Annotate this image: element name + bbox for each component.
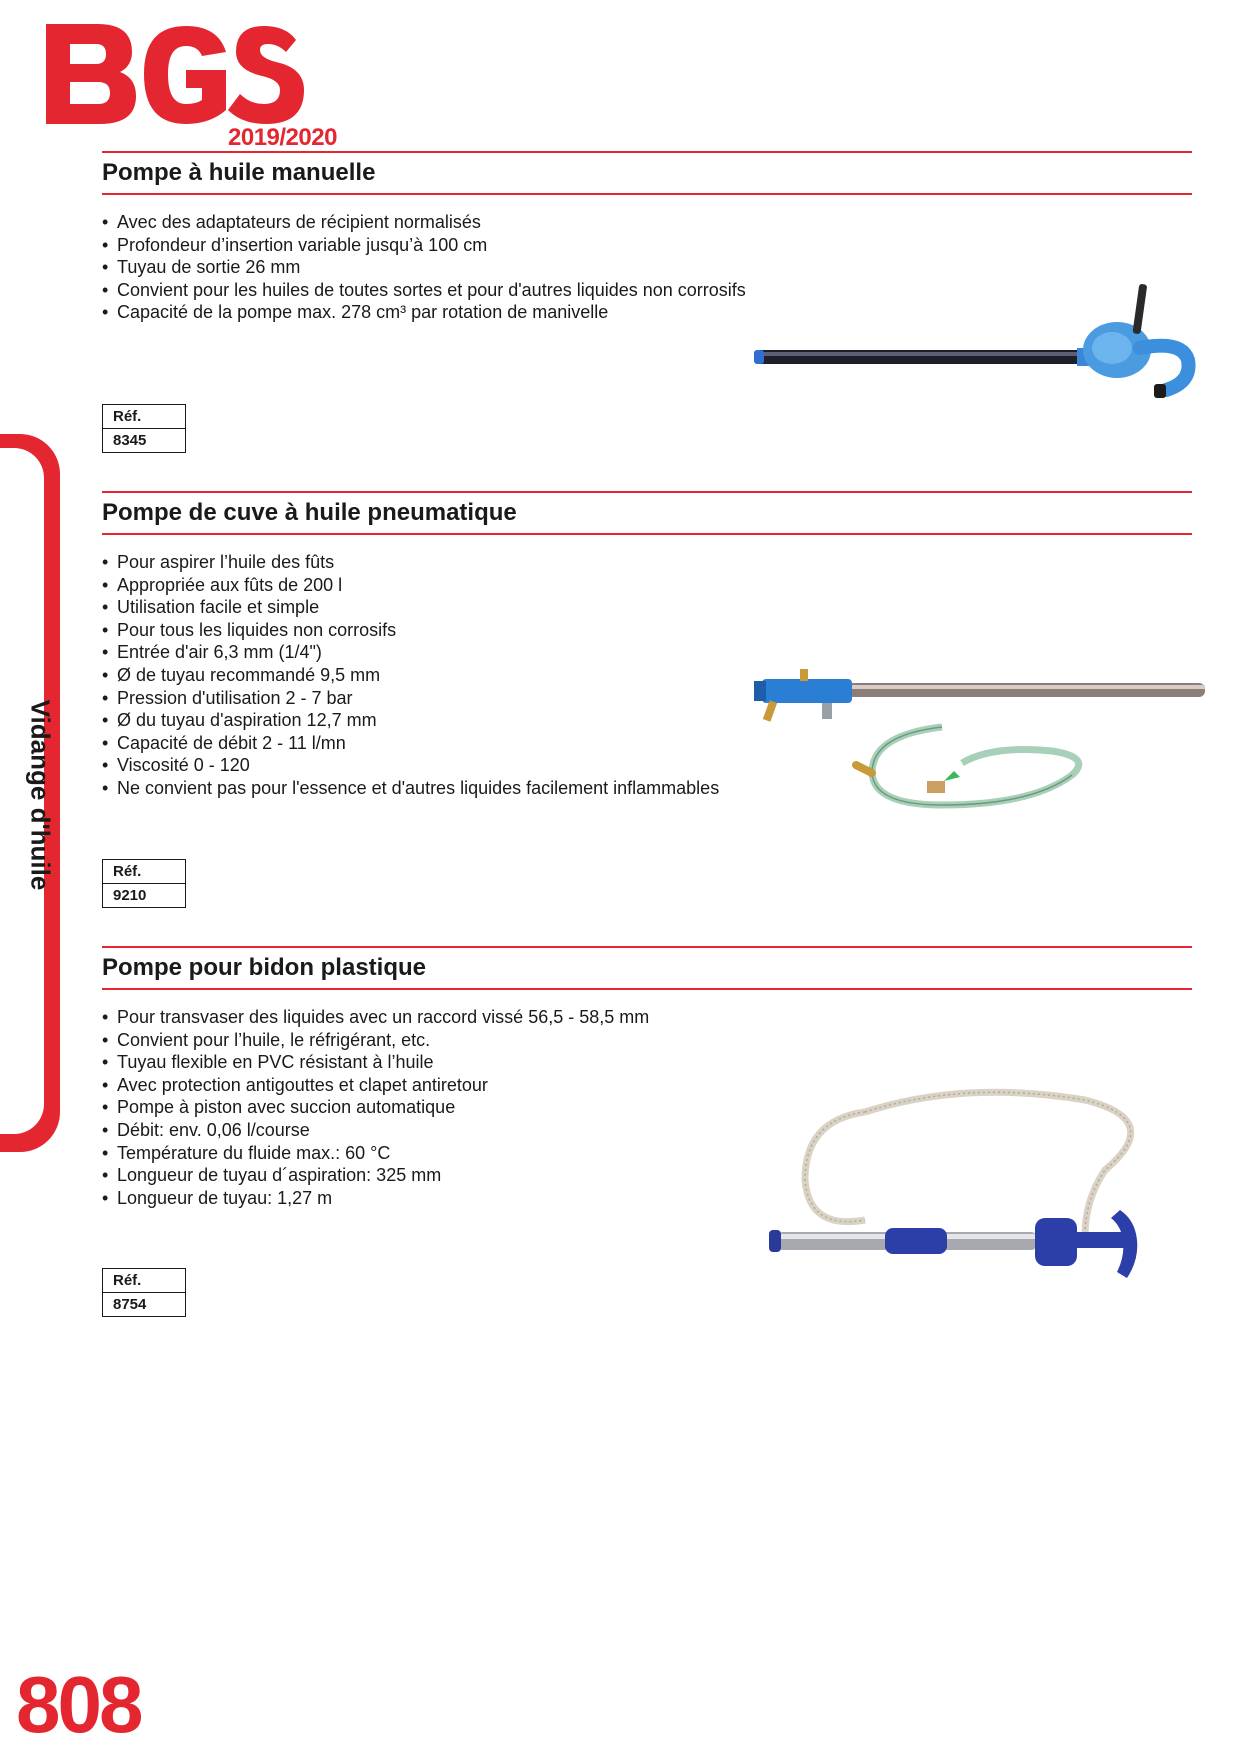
feature-item: • Pour tous les liquides non corrosifs [102, 619, 752, 642]
feature-item: • Ne convient pas pour l'essence et d'autres liquides facilement inflammables [102, 777, 752, 800]
product-title: Pompe à huile manuelle [102, 159, 376, 186]
manual-oil-pump-image [752, 278, 1212, 408]
page-number: 808 [16, 1660, 141, 1749]
feature-item: • Avec des adaptateurs de récipient normalisés [102, 211, 752, 234]
feature-item: • Pour transvaser des liquides avec un raccord vissé 56,5 - 58,5 mm [102, 1006, 752, 1029]
section-bottom-rule [102, 193, 1192, 195]
section-bottom-rule [102, 533, 1192, 535]
feature-item: • Température du fluide max.: 60 °C [102, 1142, 752, 1165]
feature-item: • Viscosité 0 - 120 [102, 754, 752, 777]
ref-number: 8754 [103, 1293, 186, 1317]
product-title: Pompe pour bidon plastique [102, 954, 426, 981]
ref-label: Réf. [103, 405, 186, 429]
feature-item: • Longueur de tuyau d´aspiration: 325 mm [102, 1164, 752, 1187]
pneumatic-oil-pump-image [752, 655, 1212, 815]
ref-number: 8345 [103, 429, 186, 453]
section-bottom-rule [102, 988, 1192, 990]
ref-number: 9210 [103, 884, 186, 908]
feature-item: • Entrée d'air 6,3 mm (1/4") [102, 641, 752, 664]
reference-table [102, 404, 186, 453]
feature-item: • Capacité de débit 2 - 11 l/mn [102, 732, 752, 755]
feature-item: • Appropriée aux fûts de 200 l [102, 574, 752, 597]
bgs-logo-mark [40, 12, 340, 142]
feature-item: • Profondeur d’insertion variable jusqu’à 100 cm [102, 234, 752, 257]
feature-item: • Pour aspirer l’huile des fûts [102, 551, 752, 574]
plastic-can-pump-image [765, 1060, 1205, 1290]
feature-item: • Ø de tuyau recommandé 9,5 mm [102, 664, 752, 687]
product-title: Pompe de cuve à huile pneumatique [102, 499, 517, 526]
feature-item: • Ø du tuyau d'aspiration 12,7 mm [102, 709, 752, 732]
reference-table [102, 859, 186, 908]
ref-label: Réf. [103, 860, 186, 884]
feature-item: • Longueur de tuyau: 1,27 m [102, 1187, 752, 1210]
bgs-logo [40, 12, 340, 151]
feature-list [102, 551, 752, 800]
catalog-year: 2019/2020 [228, 124, 337, 151]
feature-item: • Tuyau de sortie 26 mm [102, 256, 752, 279]
feature-item: • Pompe à piston avec succion automatique [102, 1096, 752, 1119]
feature-item: • Pression d'utilisation 2 - 7 bar [102, 687, 752, 710]
reference-table [102, 1268, 186, 1317]
feature-list [102, 211, 752, 324]
feature-list [102, 1006, 752, 1209]
feature-item: • Convient pour l’huile, le réfrigérant, etc. [102, 1029, 752, 1052]
ref-label: Réf. [103, 1269, 186, 1293]
feature-item: • Utilisation facile et simple [102, 596, 752, 619]
feature-item: • Convient pour les huiles de toutes sortes et pour d'autres liquides non corrosifs [102, 279, 752, 302]
chapter-label: Vidange d'huile [25, 699, 56, 891]
feature-item: • Capacité de la pompe max. 278 cm³ par rotation de manivelle [102, 301, 752, 324]
feature-item: • Débit: env. 0,06 l/course [102, 1119, 752, 1142]
feature-item: • Tuyau flexible en PVC résistant à l’huile [102, 1051, 752, 1074]
feature-item: • Avec protection antigouttes et clapet antiretour [102, 1074, 752, 1097]
